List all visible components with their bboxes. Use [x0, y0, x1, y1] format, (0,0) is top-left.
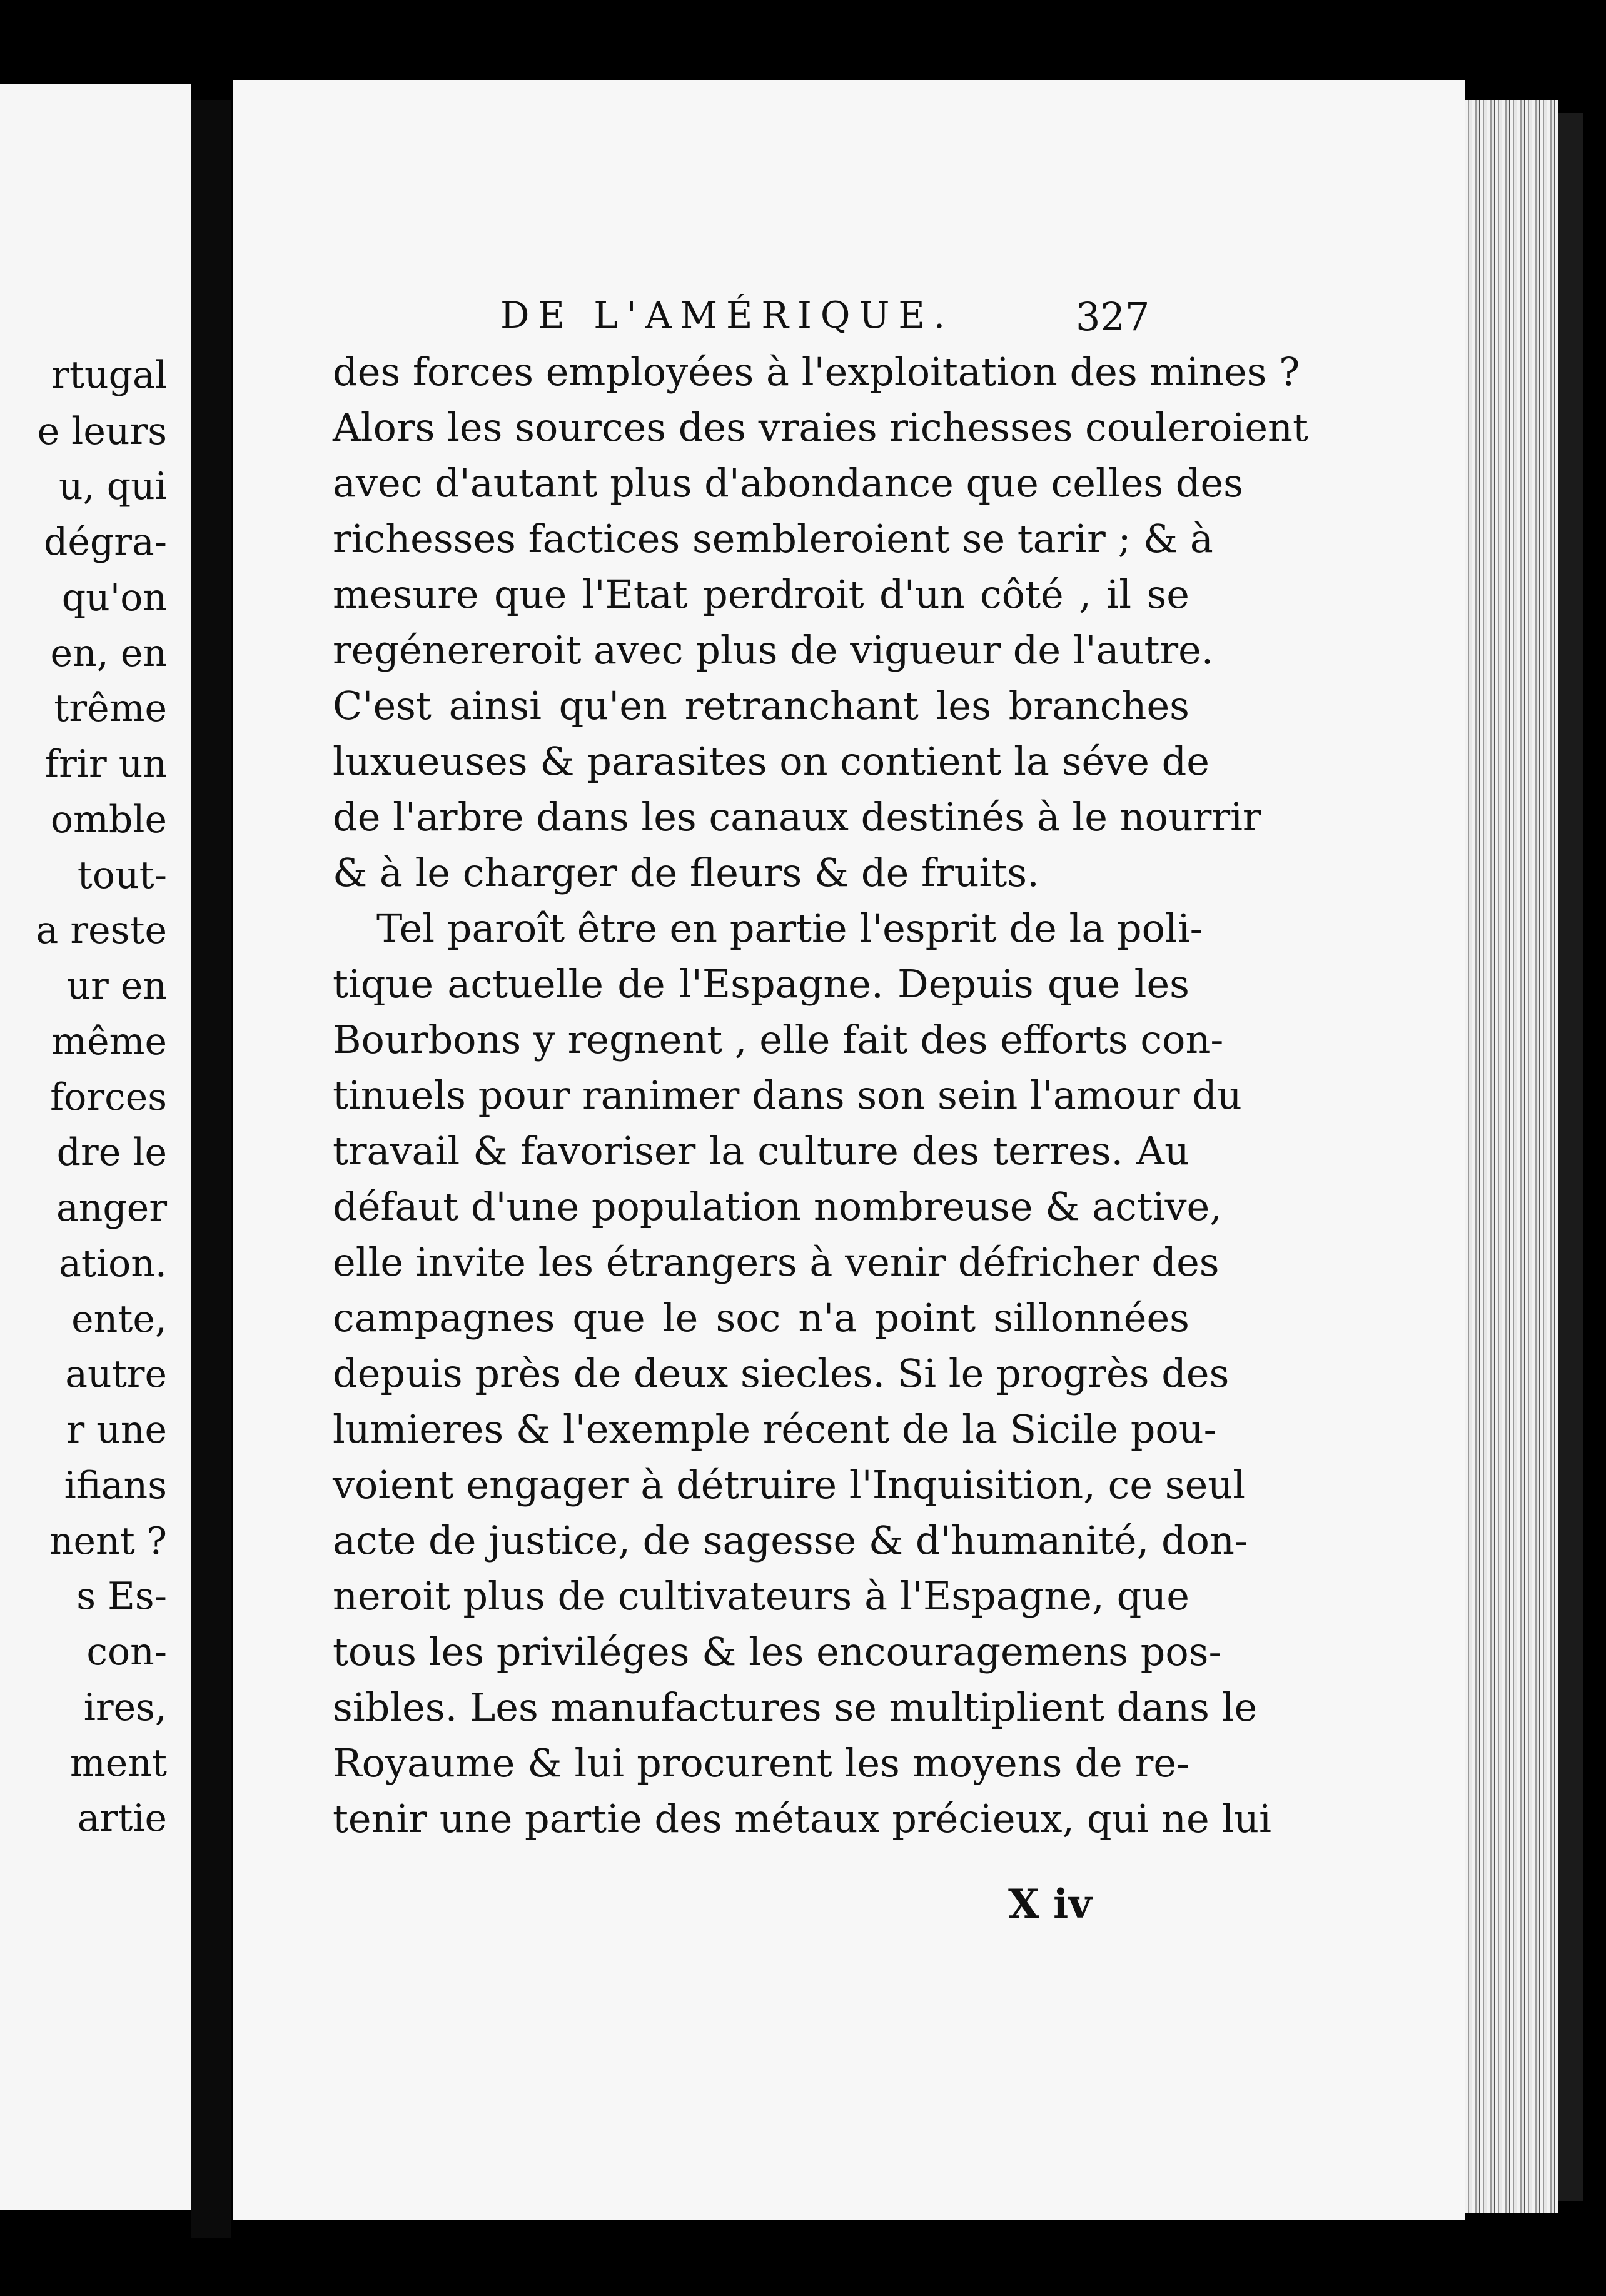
- book-gutter: [191, 100, 231, 2238]
- left-page-line: nent ?: [49, 1519, 167, 1563]
- left-page-line: dégra-: [43, 520, 167, 564]
- edge-shadow: [1558, 113, 1583, 2201]
- left-page-line: ente,: [71, 1297, 167, 1341]
- left-page-line: trême: [54, 687, 167, 730]
- text-line: tinuels pour ranimer dans son sein l'amour du: [333, 1072, 1242, 1118]
- text-line: avec d'autant plus d'abondance que celles des: [333, 460, 1244, 506]
- left-page-line: con-: [86, 1630, 167, 1674]
- text-line: travail & favoriser la culture des terres. Au: [333, 1128, 1189, 1174]
- page-edges: [1465, 100, 1558, 2213]
- left-page-line: qu'on: [61, 576, 167, 620]
- text-line: voient engager à détruire l'Inquisition, ce seul: [333, 1462, 1246, 1508]
- text-line: tique actuelle de l'Espagne. Depuis que les: [333, 961, 1189, 1007]
- left-page-line: r une: [66, 1408, 167, 1452]
- text-line: tous les priviléges & les encouragemens pos-: [333, 1629, 1222, 1674]
- text-line: défaut d'une population nombreuse & active,: [333, 1184, 1222, 1229]
- text-line: elle invite les étrangers à venir défricher des: [333, 1239, 1220, 1285]
- text-line: acte de justice, de sagesse & d'humanité, don-: [333, 1518, 1248, 1563]
- left-page-line: ment: [69, 1741, 167, 1785]
- text-line: Alors les sources des vraies richesses couleroient: [333, 405, 1308, 450]
- left-page-line: rtugal: [51, 353, 167, 397]
- left-page-line: ation.: [59, 1242, 167, 1286]
- left-page: [0, 84, 191, 2210]
- left-page-line: même: [51, 1020, 167, 1064]
- text-line: Tel paroît être en partie l'esprit de la poli-: [376, 905, 1203, 951]
- left-page-line: tout-: [77, 853, 167, 897]
- running-head: DE L'AMÉRIQUE.: [500, 294, 954, 336]
- left-page-line: frir un: [44, 742, 167, 786]
- left-page-line: forces: [50, 1075, 167, 1119]
- text-line: sibles. Les manufactures se multiplient dans le: [333, 1684, 1258, 1730]
- text-line: C'est ainsi qu'en retranchant les branches: [333, 683, 1189, 728]
- text-line: de l'arbre dans les canaux destinés à le nourrir: [333, 794, 1261, 840]
- text-line: lumieres & l'exemple récent de la Sicile pou-: [333, 1406, 1217, 1452]
- left-page-line: u, qui: [58, 465, 167, 508]
- left-page-line: s Es-: [76, 1574, 167, 1618]
- left-page-line: ur en: [66, 964, 167, 1008]
- text-line: regénereroit avec plus de vigueur de l'autre.: [333, 627, 1214, 673]
- left-page-line: dre le: [56, 1130, 167, 1174]
- text-line: Bourbons y regnent , elle fait des efforts con-: [333, 1017, 1224, 1062]
- left-page-line: anger: [56, 1186, 167, 1230]
- text-line: richesses factices sembleroient se tarir ; & à: [333, 516, 1213, 561]
- left-page-line: artie: [77, 1796, 167, 1840]
- text-line: & à le charger de fleurs & de fruits.: [333, 850, 1039, 895]
- left-page-line: en, en: [50, 632, 167, 675]
- left-page-line: ifians: [64, 1464, 167, 1508]
- left-page-line: ires,: [83, 1686, 167, 1730]
- page-number: 327: [1076, 294, 1150, 340]
- left-page-line: autre: [65, 1352, 167, 1396]
- signature-mark: X iv: [1008, 1881, 1092, 1928]
- text-line: Royaume & lui procurent les moyens de re-: [333, 1740, 1189, 1786]
- text-line: mesure que l'Etat perdroit d'un côté , il se: [333, 571, 1189, 617]
- text-line: luxueuses & parasites on contient la séve de: [333, 738, 1210, 784]
- left-page-line: e leurs: [37, 410, 167, 453]
- text-line: des forces employées à l'exploitation des mines ?: [333, 349, 1300, 395]
- left-page-line: omble: [50, 798, 167, 842]
- text-line: tenir une partie des métaux précieux, qui ne lui: [333, 1796, 1271, 1841]
- text-line: campagnes que le soc n'a point sillonnées: [333, 1295, 1189, 1341]
- left-page-line: a reste: [36, 909, 167, 952]
- text-line: depuis près de deux siecles. Si le progrès des: [333, 1351, 1230, 1396]
- text-line: neroit plus de cultivateurs à l'Espagne, que: [333, 1573, 1189, 1619]
